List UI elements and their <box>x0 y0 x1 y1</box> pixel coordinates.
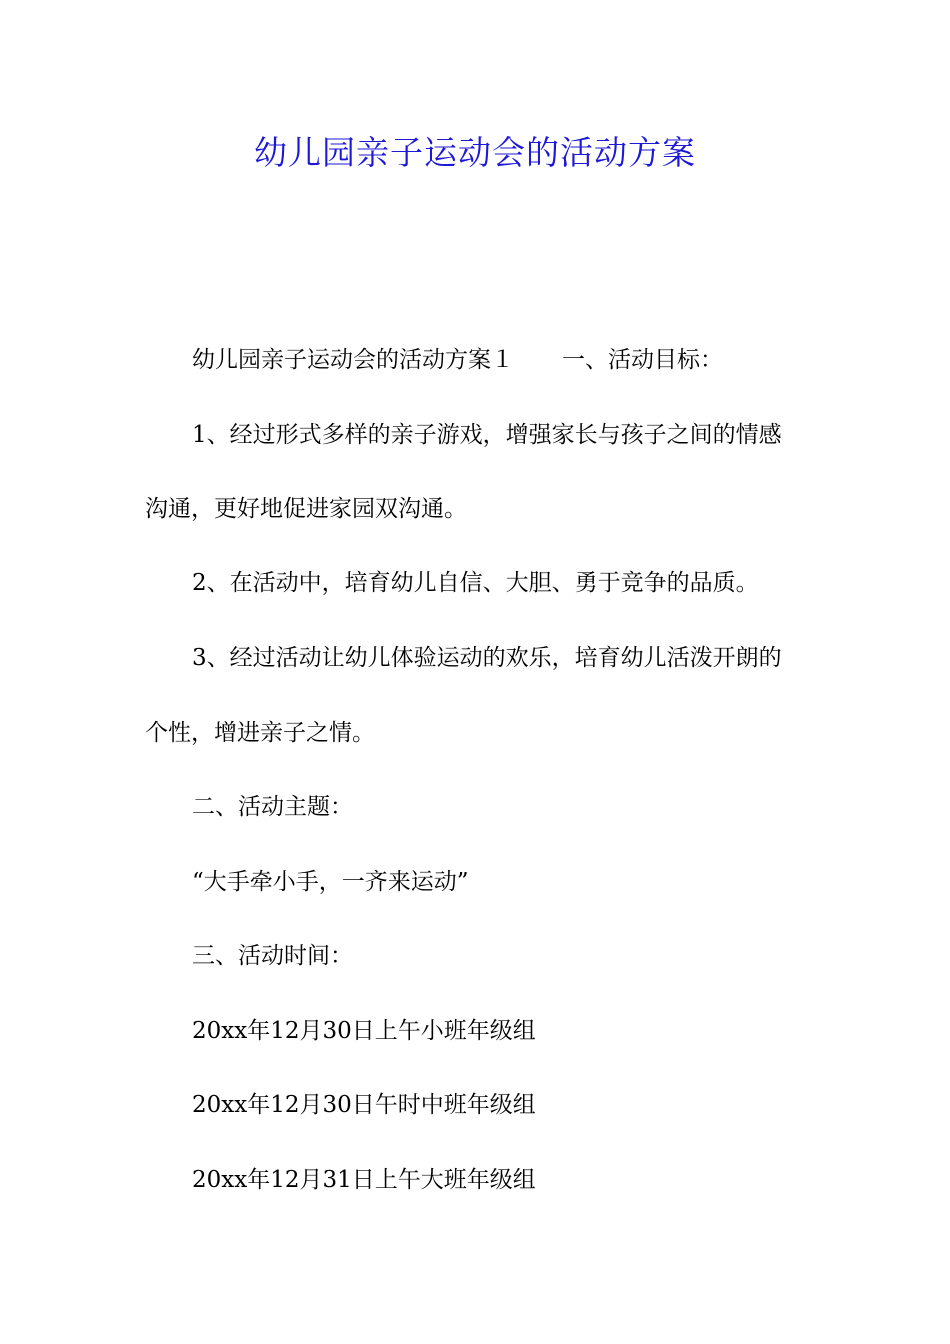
section-heading-time: 三、活动时间： <box>192 943 353 969</box>
section-heading-goals: 一、活动目标： <box>562 347 723 373</box>
goal-2: 2、在活动中，培育幼儿自信、大胆、勇于竞争的品质。 <box>192 570 759 596</box>
section-heading-theme: 二、活动主题： <box>192 794 353 820</box>
goal-1-line-2: 沟通，更好地促进家园双沟通。 <box>145 496 467 522</box>
theme-text: “大手牵小手，一齐来运动” <box>192 869 469 895</box>
schedule-item: 20xx年12月31日上午大班年级组 <box>192 1167 536 1193</box>
schedule-item: 20xx年12月30日午时中班年级组 <box>192 1092 536 1118</box>
schedule-item: 20xx年12月30日上午小班年级组 <box>192 1018 536 1044</box>
goal-3-line-1: 3、经过活动让幼儿体验运动的欢乐，培育幼儿活泼开朗的 <box>192 645 782 671</box>
goal-1-line-1: 1、经过形式多样的亲子游戏，增强家长与孩子之间的情感 <box>192 422 782 448</box>
document-title: 幼儿园亲子运动会的活动方案 <box>254 133 696 172</box>
intro-line <box>192 342 862 378</box>
goal-3-line-2: 个性，增进亲子之情。 <box>145 720 375 746</box>
plan-heading: 幼儿园亲子运动会的活动方案１ <box>192 347 514 373</box>
